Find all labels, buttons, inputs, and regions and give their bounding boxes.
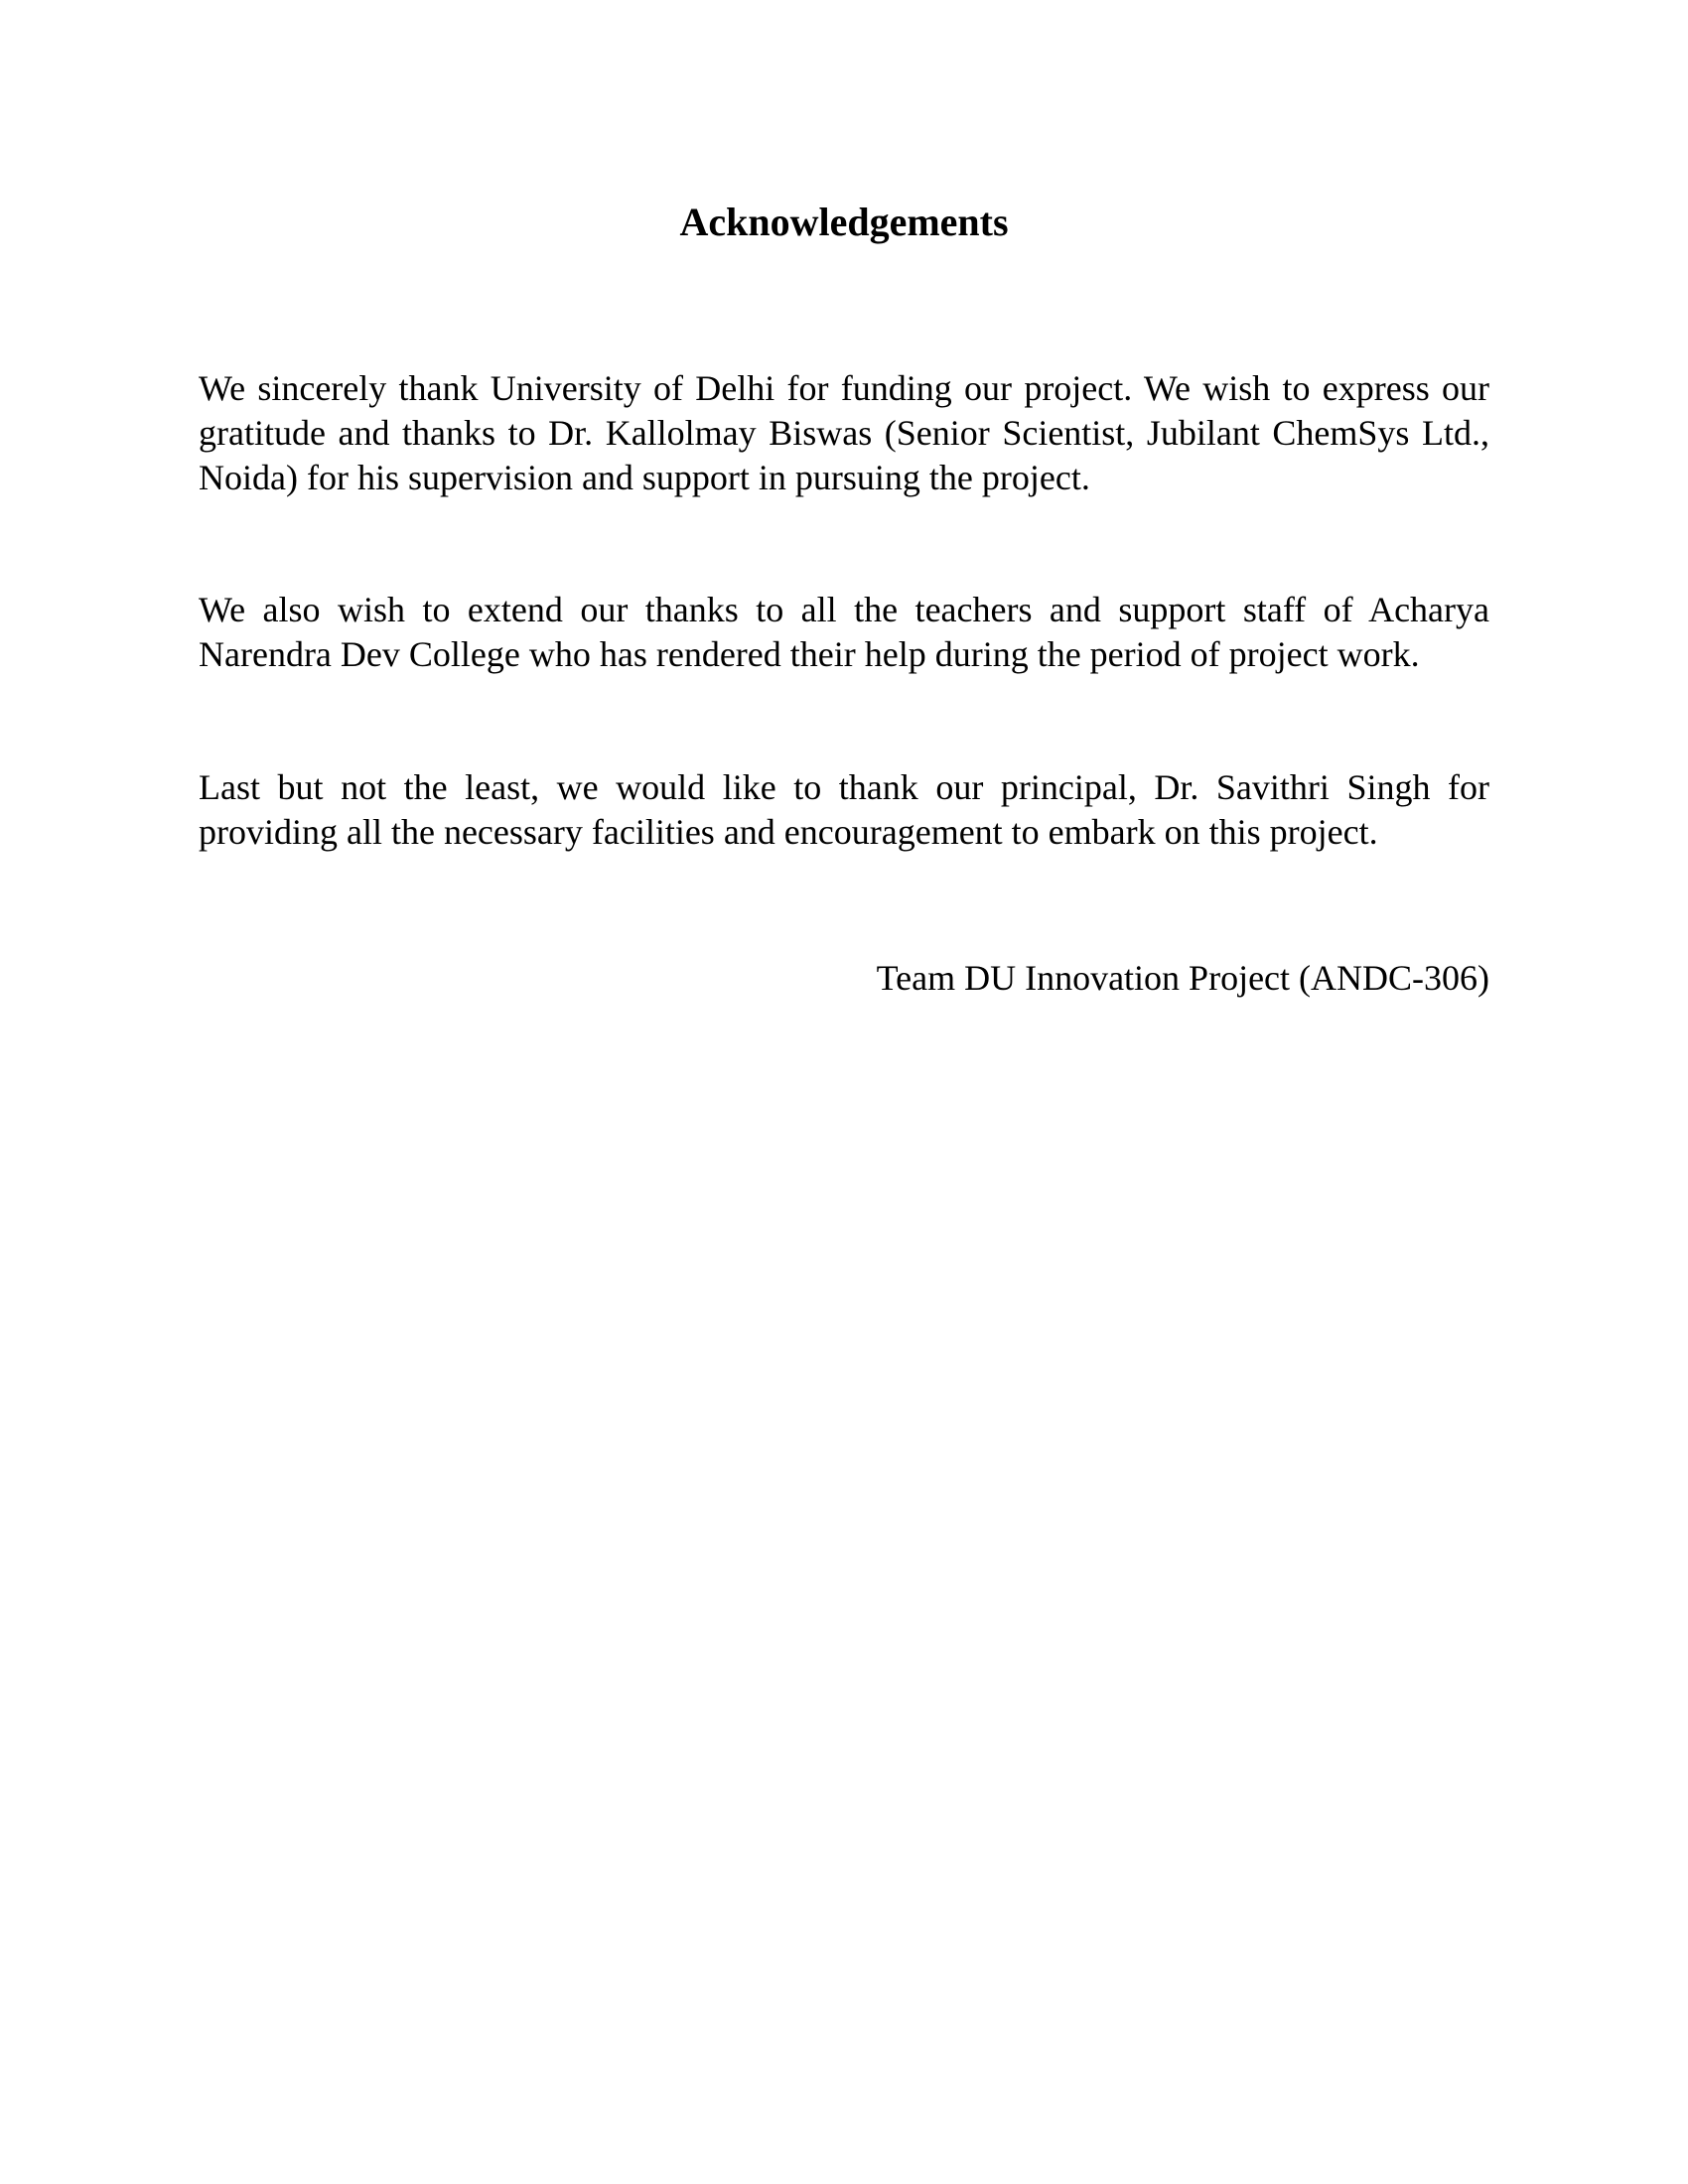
- page-title: Acknowledgements: [679, 200, 1009, 244]
- team-signature: Team DU Innovation Project (ANDC-306): [876, 958, 1489, 998]
- paragraph-principal-thanks: Last but not the least, we would like to thank our principal, Dr. Savithri Singh for providing all the necessary facilities and encouragement to embark on this project.: [199, 767, 1489, 852]
- paragraph-staff-thanks: We also wish to extend our thanks to all the teachers and support staff of Acharya Narendra Dev College who has rendered their help during the period of project work.: [199, 590, 1489, 674]
- paragraph-funding-thanks: We sincerely thank University of Delhi for funding our project. We wish to express our gratitude and thanks to Dr. Kallolmay Biswas (Senior Scientist, Jubilant ChemSys Ltd., Noida) for his supervision and support in pursuing the project.: [199, 368, 1489, 497]
